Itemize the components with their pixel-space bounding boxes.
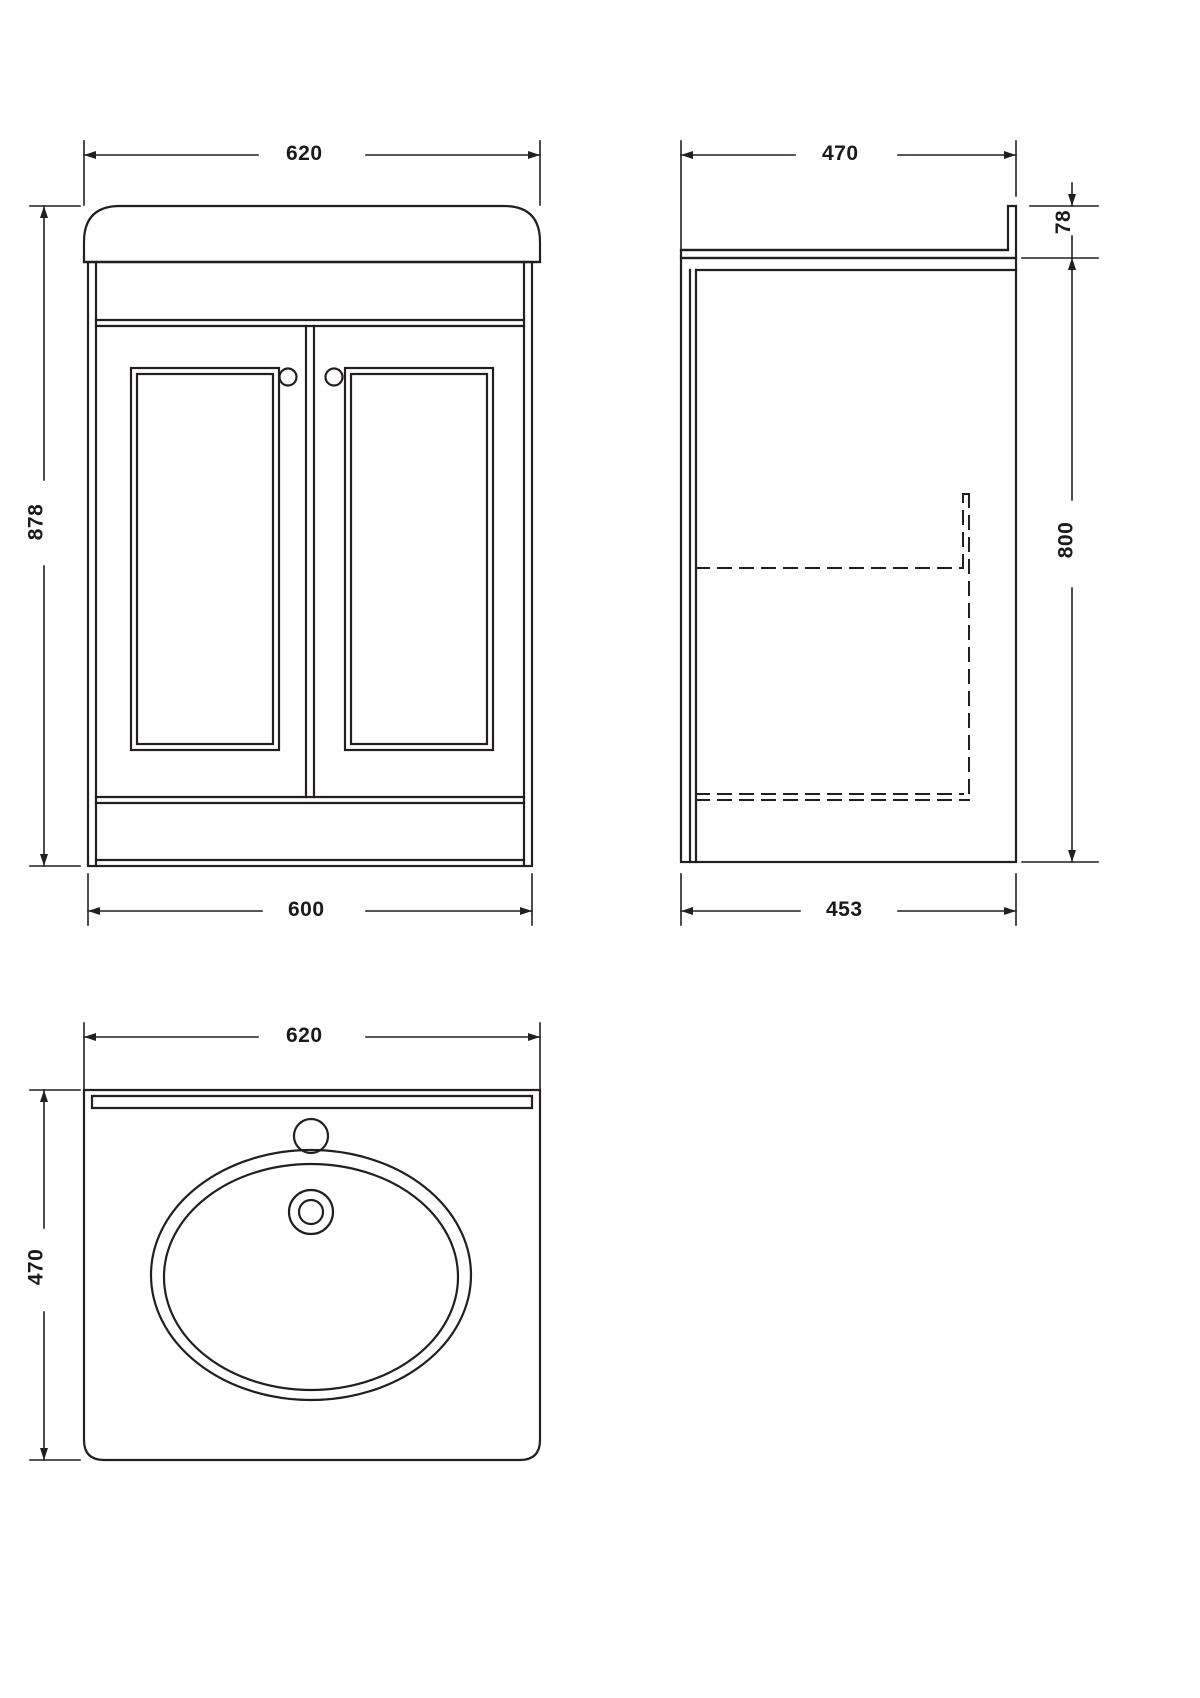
dim-label-plan-width: 620 [286,1024,323,1047]
side-basin-top [681,206,1016,258]
side-cabinet-body [681,258,1016,862]
dim-label-front-height: 878 [24,503,48,541]
side-hidden-shelf [696,494,969,800]
front-basin-top [84,206,540,262]
plan-basin-bowl [151,1150,471,1400]
dim-label-side-bottom-depth: 453 [826,898,863,921]
dim-label-plan-depth: 470 [24,1248,48,1286]
front-doors [131,326,493,797]
dim-side-cabinet-height [1022,258,1098,862]
dim-label-front-bottom-width: 600 [288,898,325,921]
dim-label-front-top-width: 620 [286,142,323,165]
front-door-knobs [280,369,343,386]
plan-waste-outlet [289,1190,333,1234]
dim-label-side-top-depth: 470 [822,142,859,165]
plan-tap-hole [294,1119,328,1153]
dim-label-side-cabinet-height: 800 [1054,521,1078,559]
front-cabinet-body [88,262,532,866]
dim-label-side-basin-height: 78 [1052,209,1076,235]
